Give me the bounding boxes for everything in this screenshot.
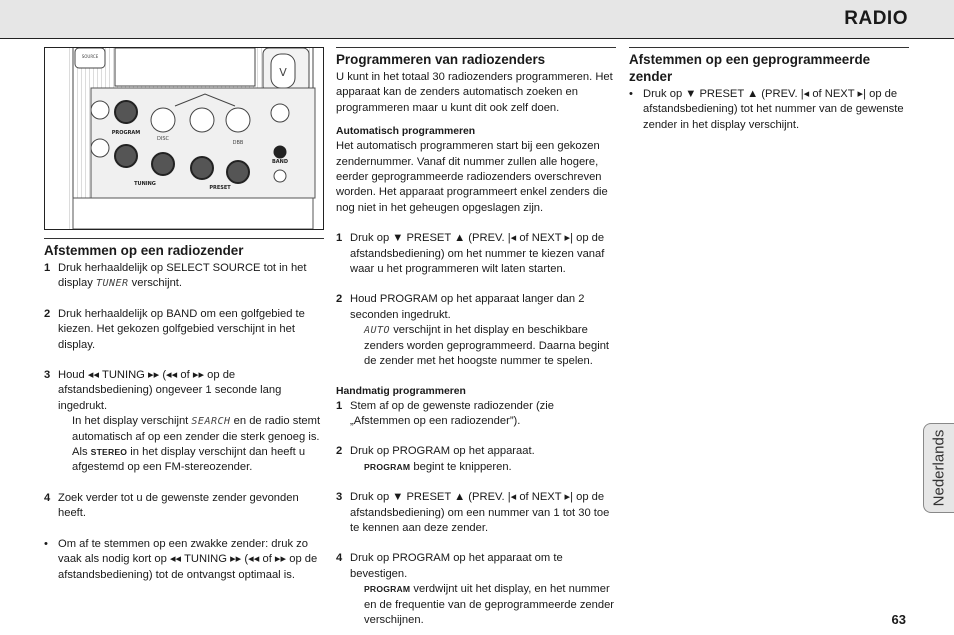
step-1: 1 Druk herhaaldelijk op SELECT SOURCE tot in het display TUNER verschijnt.: [44, 262, 307, 290]
display-text-tuner: TUNER: [95, 278, 129, 290]
svg-text:TUNING: TUNING: [134, 181, 156, 187]
manual-step-1: 1 Stem af op de gewenste radiozender (zie „Afstemmen op een radiozender”).: [336, 399, 554, 427]
heading-rule: [44, 238, 324, 239]
column-middle: [336, 47, 616, 628]
heading-rule: [336, 47, 616, 48]
svg-text:V: V: [279, 66, 287, 79]
language-tab-label: Nederlands: [930, 429, 948, 507]
auto-text: Het automatisch programmeren start bij een gekozen zendernummer. Vanaf dit nummer zullen alle hogere, eerder geprogrammeerde radiozenders overschreven worden. Het apparaat programmeert enkel zenders die nog niet in het geheugen opgeslagen zijn.: [336, 140, 608, 214]
heading-tuning: Afstemmen op een radiozender: [44, 243, 244, 258]
program-indicator: PROGRAM: [364, 461, 411, 472]
program-indicator: PROGRAM: [364, 584, 411, 595]
intro-text: U kunt in het totaal 30 radiozenders programmeren. Het apparaat kan de zenders automatisch zoeken en programmeren maar u kunt dit ook zelf doen.: [336, 71, 613, 114]
step-3: 3 Houd ◂◂ TUNING ▸▸ (◂◂ of ▸▸ op de afstandsbediening) ongeveer 1 seconde lang ingedrukt. In het display verschijnt SEARCH en de radio stemt automatisch af op een zender die sterk genoeg is. Als STEREO in het display verschijnt dan heeft u afgestemd op een FM-stereozender.: [44, 369, 321, 474]
auto-step-2: 2 Houd PROGRAM op het apparaat langer dan 2 seconden ingedrukt. AUTO verschijnt in het display en beschikbare zenders worden geprogrammeerd. Daarna begint de zender met het hoogste nummer te spelen.: [336, 293, 610, 368]
heading-rule: [629, 47, 909, 48]
device-illustration: [44, 47, 324, 230]
svg-text:DISC: DISC: [157, 136, 169, 142]
section-title: RADIO: [844, 8, 908, 29]
step-2: 2 Druk herhaaldelijk op BAND om een golfgebied te kiezen. Het gekozen golfgebied verschijnt in het display.: [44, 307, 305, 351]
svg-text:DBB: DBB: [232, 140, 244, 146]
display-text-search: SEARCH: [191, 416, 231, 428]
bullet-preset: • Druk op ▼ PRESET ▲ (PREV. |◂ of NEXT ▸| op de afstandsbediening) tot het nummer van de gewenste zender in het display verschijnt.: [629, 88, 904, 131]
page-number: 63: [891, 612, 906, 627]
manual-step-4: 4 Druk op PROGRAM op het apparaat om te bevestigen. PROGRAM verdwijnt uit het display, en het nummer en de frequentie van de geprogrammeerde zender verschijnen.: [336, 552, 615, 626]
column-left: [44, 47, 324, 583]
svg-text:BAND: BAND: [271, 159, 289, 165]
heading-preset-station: Afstemmen op een geprogrammeerde zender: [629, 52, 871, 84]
language-tab: [923, 423, 954, 513]
stereo-indicator: STEREO: [90, 447, 128, 458]
bullet-weak-station: • Om af te stemmen op een zwakke zender: druk zo vaak als nodig kort op ◂◂ TUNING ▸▸ (◂◂ of ▸▸ op de afstandsbediening) tot de ontvangst optimaal is.: [44, 537, 318, 581]
display-text-auto: AUTO: [364, 325, 391, 337]
subheading-manual: Handmatig programmeren: [336, 385, 466, 397]
svg-text:SOURCE: SOURCE: [81, 54, 99, 59]
step-4: 4 Zoek verder tot u de gewenste zender gevonden heeft.: [44, 491, 299, 520]
device-panel-drawing: [45, 48, 323, 229]
subheading-auto: Automatisch programmeren: [336, 126, 476, 138]
auto-step-1: 1 Druk op ▼ PRESET ▲ (PREV. |◂ of NEXT ▸| op de afstandsbediening) om het nummer te kiezen vanaf waar u het programmeren wilt laten starten.: [336, 232, 605, 276]
page-header: [0, 0, 954, 39]
manual-step-2: 2 Druk op PROGRAM op het apparaat. PROGRAM begint te knipperen.: [336, 445, 535, 473]
heading-programming: Programmeren van radiozenders: [336, 52, 546, 67]
manual-step-3: 3 Druk op ▼ PRESET ▲ (PREV. |◂ of NEXT ▸| op de afstandsbediening) om een nummer van 1 tot 30 toe te kennen aan deze zender.: [336, 491, 610, 534]
svg-text:PROGRAM: PROGRAM: [111, 130, 141, 136]
svg-text:PRESET: PRESET: [209, 185, 231, 191]
column-right: [629, 47, 909, 133]
